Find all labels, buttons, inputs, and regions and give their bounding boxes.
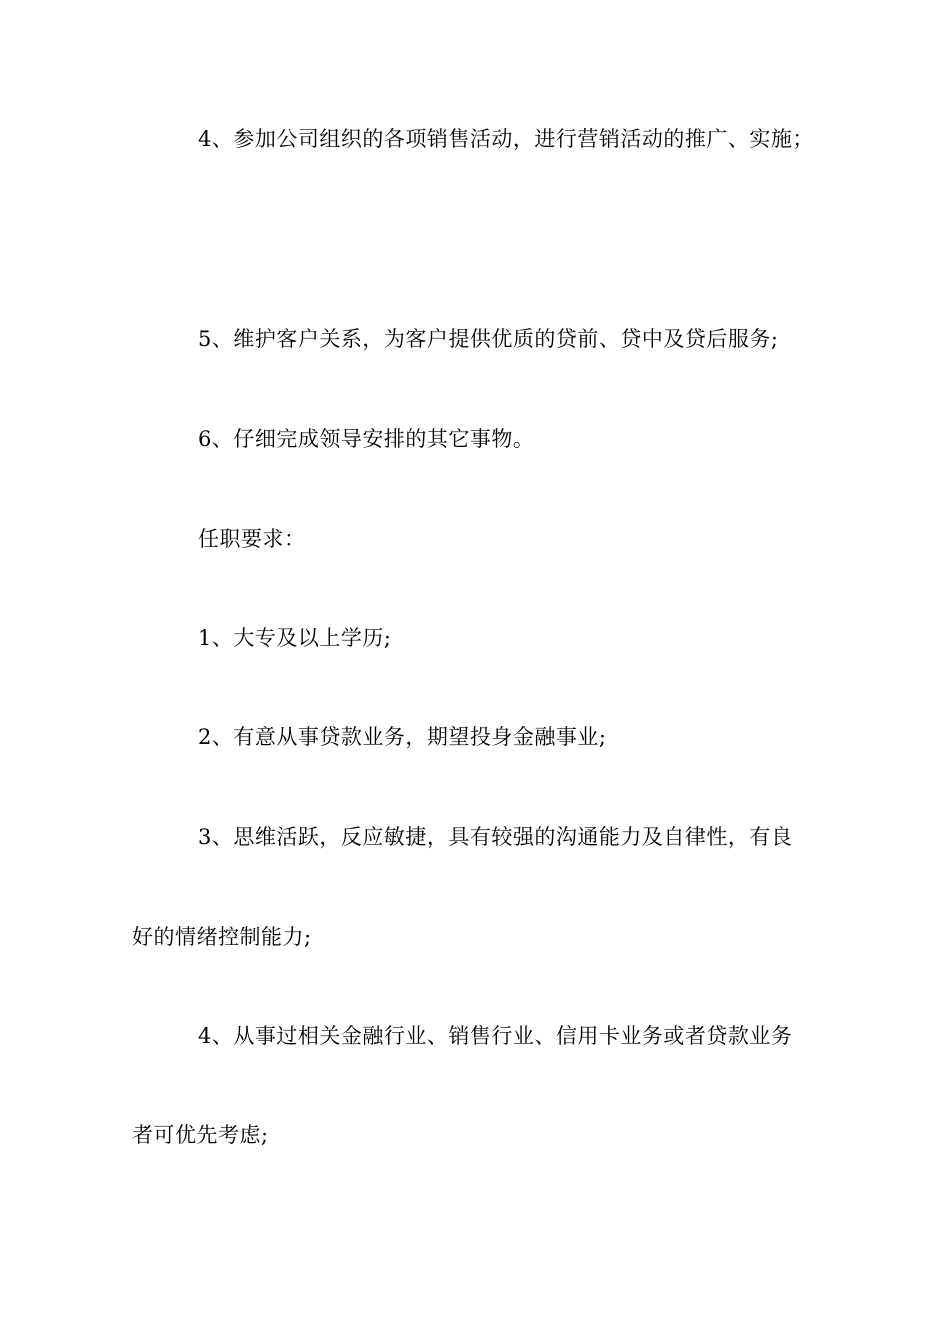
requirement-item-3-continued: 好的情绪控制能力; (132, 925, 312, 949)
requirement-item-1: 1、大专及以上学历; (198, 626, 392, 650)
requirement-item-4-continued: 者可优先考虑; (132, 1123, 269, 1147)
requirement-item-2: 2、有意从事贷款业务，期望投身金融事业; (198, 725, 607, 749)
requirement-item-3: 3、思维活跃，反应敏捷，具有较强的沟通能力及自律性，有良 (198, 825, 793, 849)
duty-item-5: 5、维护客户关系，为客户提供优质的贷前、贷中及贷后服务; (198, 327, 779, 351)
requirements-heading: 任职要求： (198, 527, 306, 551)
duty-item-4: 4、参加公司组织的各项销售活动，进行营销活动的推广、实施； (198, 127, 814, 151)
requirement-item-4: 4、从事过相关金融行业、销售行业、信用卡业务或者贷款业务 (198, 1024, 793, 1048)
duty-item-6: 6、仔细完成领导安排的其它事物。 (198, 427, 535, 451)
